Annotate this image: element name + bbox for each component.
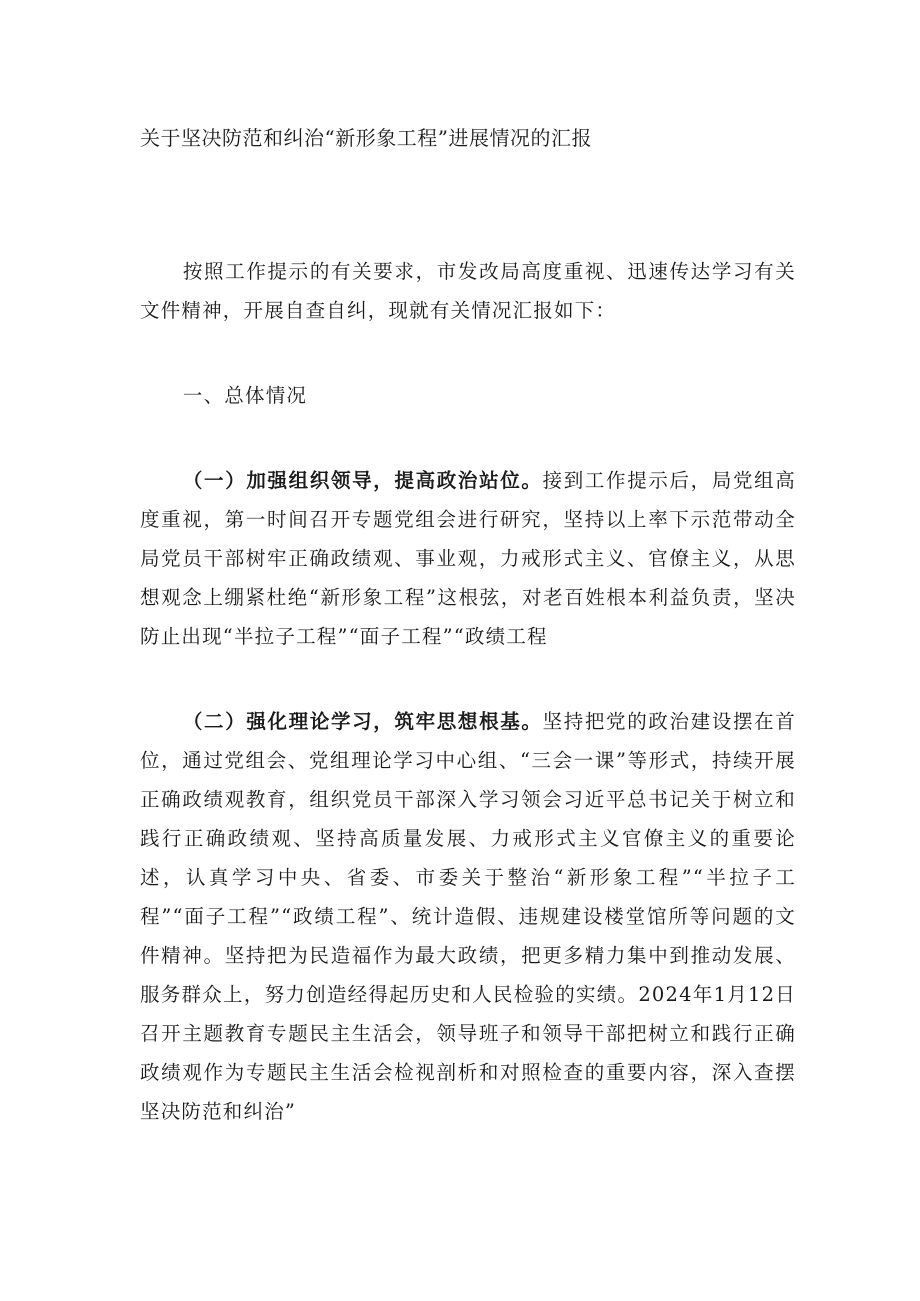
paragraph-lead: （二）强化理论学习，筑牢思想根基。 [182,710,543,733]
paragraph-organization-leadership [140,461,796,656]
paragraph-theory-study [140,702,796,1131]
document-title: 关于坚决防范和纠治“新形象工程”进展情况的汇报 [140,126,592,150]
paragraph-text: 接到工作提示后，局党组高度重视，第一时间召开专题党组会进行研究，坚持以上率下示范带动全局党员干部树牢正确政绩观、事业观，力戒形式主义、官僚主义，从思想观念上绷紧杜绝“新形象工程”这根弦，对老百姓根本利益负责，坚决防止出现“半拉子工程”“面子工程”“政绩工程 [140,469,796,648]
paragraph-text: 坚持把党的政治建设摆在首位，通过党组会、党组理论学习中心组、“三会一课”等形式，持续开展正确政绩观教育，组织党员干部深入学习领会习近平总书记关于树立和践行正确政绩观、坚持高质量发展、力戒形式主义官僚主义的重要论述，认真学习中央、省委、市委关于整治“新形象工程”“半拉子工程”“面子工程”“政绩工程”、统计造假、违规建设楼堂馆所等问题的文件精神。坚持把为民造福作为最大政绩，把更多精力集中到推动发展、服务群众上，努力创造经得起历史和人民检验的实绩。2024年1月12日召开主题教育专题民主生活会，领导班子和领导干部把树立和践行正确政绩观作为专题民主生活会检视剖析和对照检查的重要内容，深入查摆坚决防范和纠治” [140,710,796,1123]
section-heading: 一、总体情况 [182,384,308,407]
document-body [140,252,796,1131]
intro-paragraph: 按照工作提示的有关要求，市发改局高度重视、迅速传达学习有关文件精神，开展自查自纠，现就有关情况汇报如下： [140,260,796,322]
paragraph-lead: （一）加强组织领导，提高政治站位。 [182,469,543,492]
